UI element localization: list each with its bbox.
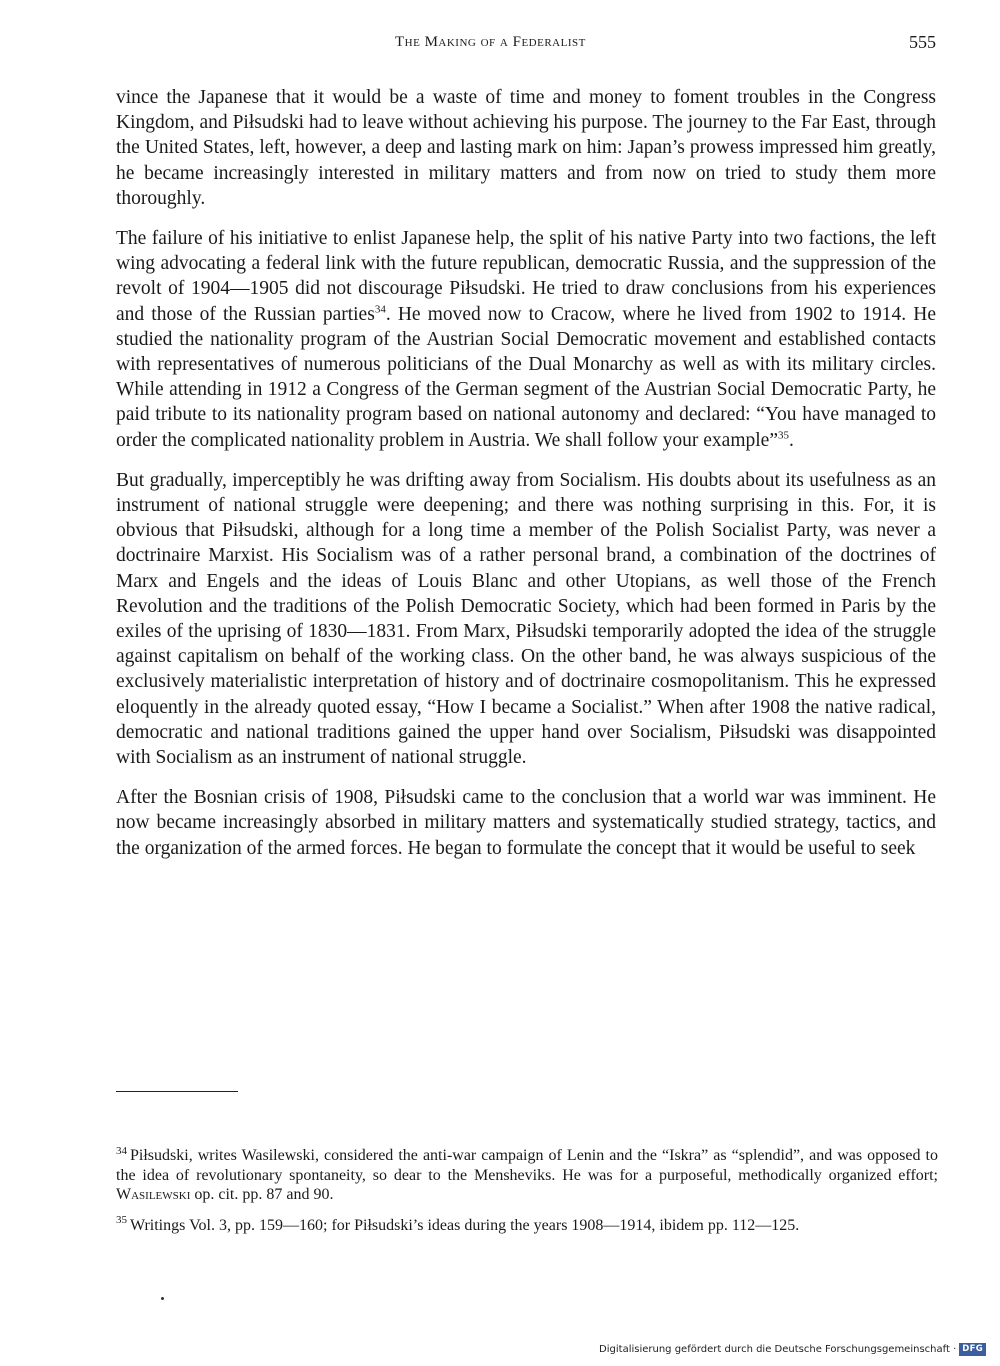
footnote-35 (116, 1216, 938, 1236)
footnote-34 (116, 1146, 938, 1205)
digitization-credit (599, 1343, 986, 1356)
paragraph-4-text: After the Bosnian crisis of 1908, Piłsudski came to the conclusion that a world war was imminent. He now became increasingly absorbed in military matters and systematically studied strategy, tactics, and the organization of the armed forces. He began to formulate the concept that it would be useful to seek (116, 787, 936, 859)
footnote-ref-34[interactable]: 34 (374, 303, 386, 316)
running-title: The Making of a Federalist (395, 34, 586, 50)
footnote-35-text: Writings Vol. 3, pp. 159—160; for Piłsudski’s ideas during the years 1908—1914, ibidem pp. 112—125. (130, 1216, 800, 1234)
paragraph-1-text: vince the Japanese that it would be a waste of time and money to foment troubles in the Congress Kingdom, and Piłsudski had to leave without achieving his purpose. The journey to the Far East, through the United States, left, however, a deep and lasting mark on him: Japan’s prowess impressed him greatly, he became increasingly interested in military matters and from now on tried to study them more thoroughly. (116, 87, 936, 209)
footnote-ref-35[interactable]: 35 (777, 429, 789, 442)
paragraph-1 (116, 85, 936, 211)
footnote-34-number: 34 (116, 1144, 127, 1157)
footnote-35-number: 35 (116, 1214, 127, 1227)
scan-speck (161, 1297, 164, 1300)
footnote-34-text: Piłsudski, writes Wasilewski, considered the anti-war campaign of Lenin and the “Iskra” as “splendid”, and was opposed to the idea of revolutionary spontaneity, so dear to the Mensheviks. He was for a purposeful, methodically organized effort; (116, 1147, 938, 1184)
footnotes (116, 1146, 938, 1246)
paragraph-2-text-b: . He moved now to Cracow, where he lived from 1902 to 1914. He studied the nationality program of the Austrian Social Democratic movement and established contacts with representatives of numerous politicians of the Dual Monarchy as well as with its military circles. While attending in 1912 a Congress of the German segment of the Austrian Social Democratic Party, he paid tribute to its nationality program based on national autonomy and declared: “You have managed to order the complicated nationality problem in Austria. We shall follow your example” (116, 303, 936, 451)
footnote-rule (116, 1091, 238, 1092)
footnote-34-tail: op. cit. pp. 87 and 90. (190, 1186, 334, 1203)
dfg-logo-icon: DFG (959, 1343, 986, 1356)
credit-text: Digitalisierung gefördert durch die Deutsche Forschungsgemeinschaft · (599, 1344, 957, 1355)
paragraph-2-text-c: . (788, 429, 794, 451)
paragraph-2-text-a: The failure of his initiative to enlist Japanese help, the split of his native Party into two factions, the left wing advocating a federal link with the future republican, democratic Russia, and the suppression of the revolt of 1904—1905 did not discourage Piłsudski. He tried to draw conclusions from his experiences and those of the Russian parties (116, 228, 936, 325)
body-text (116, 85, 936, 876)
paragraph-4 (116, 785, 936, 861)
paragraph-3 (116, 468, 936, 770)
footnote-34-author: Wasilewski (116, 1186, 191, 1203)
paragraph-2 (116, 226, 936, 453)
paragraph-3-text: But gradually, imperceptibly he was drifting away from Socialism. His doubts about its usefulness as an instrument of national struggle were deepening; and there was nothing surprising in this. For, it is obvious that Piłsudski, although for a long time a member of the Polish Socialist Party, was never a doctrinaire Marxist. His Socialism was of a rather personal brand, a combination of the doctrines of Marx and Engels and the ideas of Louis Blanc and other Utopians, as well those of the French Revolution and the traditions of the Polish Democratic Society, which had been formed in Paris by the exiles of the uprising of 1830—1831. From Marx, Piłsudski temporarily adopted the idea of the struggle against capitalism on behalf of the working class. On the other band, he was always suspicious of the exclusively materialistic interpretation of history and of doctrinaire cosmopolitanism. This he expressed eloquently in the already quoted essay, “How I became a Socialist.” When after 1908 the native radical, democratic and national traditions gained the upper hand over Socialism, Piłsudski was disappointed with Socialism as an instrument of national struggle. (116, 469, 936, 769)
page-number: 555 (909, 32, 936, 52)
